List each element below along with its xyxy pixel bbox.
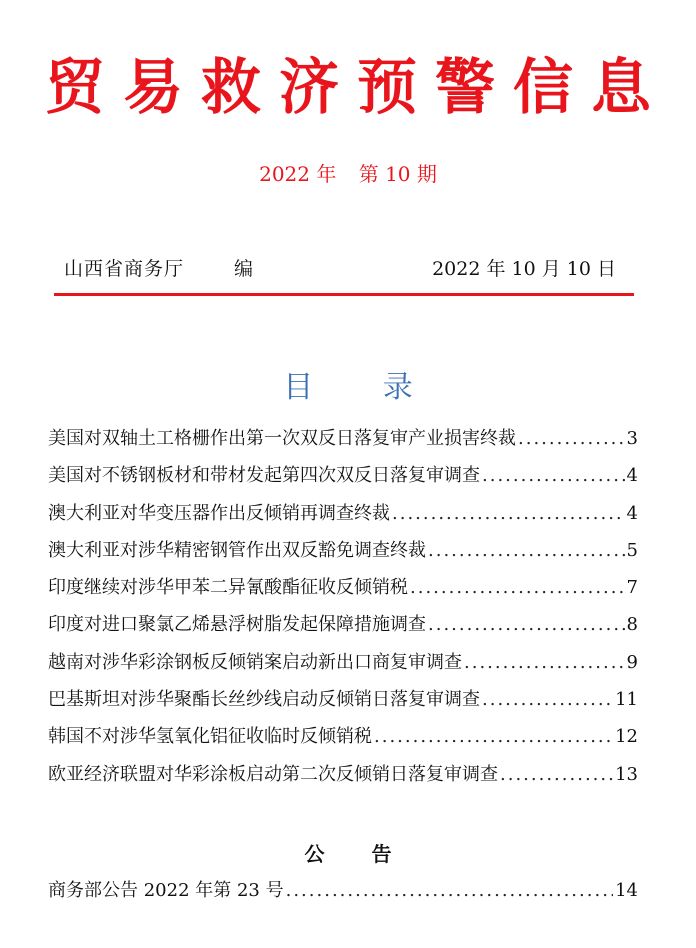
toc-item-title: 越南对涉华彩涂钢板反倾销案启动新出口商复审调查 [48,651,462,673]
toc-item-page: 3 [626,428,638,449]
notice-item-title: 商务部公告 2022 年第 23 号 [48,880,284,901]
masthead-title: 贸易救济预警信息 [45,53,669,123]
issue-line [0,158,696,187]
toc-item-page: 8 [626,614,638,636]
toc-item[interactable] [48,685,638,722]
toc-list [48,424,638,797]
toc-item-title: 巴基斯坦对涉华聚酯长丝纱线启动反倾销日落复审调查 [48,689,480,711]
toc-item-page: 4 [626,502,638,524]
toc-item[interactable] [48,648,638,685]
toc-leader [286,880,613,901]
toc-item[interactable] [48,461,638,498]
publication-meta [64,254,616,282]
toc-item-title: 韩国不对涉华氢氧化铝征收临时反倾销税 [48,726,372,748]
toc-item-title: 澳大利亚对涉华精密钢管作出双反豁免调查终裁 [48,539,426,561]
toc-item-title: 澳大利亚对华变压器作出反倾销再调查终裁 [48,502,390,524]
toc-leader [410,577,625,598]
toc-item[interactable] [48,760,638,797]
publisher: 山西省商务厅 [64,258,185,280]
toc-item[interactable] [48,610,638,647]
toc-leader [482,465,625,486]
issue-number: 第 10 期 [358,162,437,186]
toc-item[interactable] [48,424,638,461]
toc-item-page: 5 [626,539,638,561]
notice-section-title: 公 告 [304,842,412,866]
toc-leader [392,503,625,524]
notice-item[interactable] [48,876,638,913]
toc-item-page: 12 [615,726,638,748]
toc-leader [464,652,625,673]
toc-item[interactable] [48,536,638,573]
edit-mark: 编 [234,258,254,280]
toc-item-page: 7 [626,577,638,599]
toc-item[interactable] [48,499,638,536]
toc-title: 目 录 [283,370,443,405]
toc-item[interactable] [48,573,638,610]
toc-item-page: 9 [626,651,638,673]
toc-leader [482,689,613,710]
toc-item-title: 欧亚经济联盟对华彩涂板启动第二次反倾销日落复审调查 [48,763,498,785]
toc-item-title: 印度对进口聚氯乙烯悬浮树脂发起保障措施调查 [48,614,426,636]
toc-leader [428,540,625,561]
toc-item-page: 13 [615,763,638,785]
toc-item-title: 印度继续对涉华甲苯二异氰酸酯征收反倾销税 [48,577,408,599]
toc-item-page: 4 [626,465,638,487]
toc-item-title: 美国对不锈钢板材和带材发起第四次双反日落复审调查 [48,465,480,487]
toc-leader [500,764,613,785]
toc-item[interactable] [48,722,638,759]
publication-date: 2022 年 10 月 10 日 [432,258,616,280]
notice-item-page: 14 [615,880,638,901]
toc-leader [518,428,625,449]
toc-leader [374,726,613,747]
header-divider [54,293,634,296]
issue-year: 2022 年 [259,162,337,186]
toc-item-page: 11 [615,689,638,711]
toc-leader [428,614,625,635]
toc-item-title: 美国对双轴土工格栅作出第一次双反日落复审产业损害终裁 [48,428,516,449]
notice-list [48,876,638,913]
